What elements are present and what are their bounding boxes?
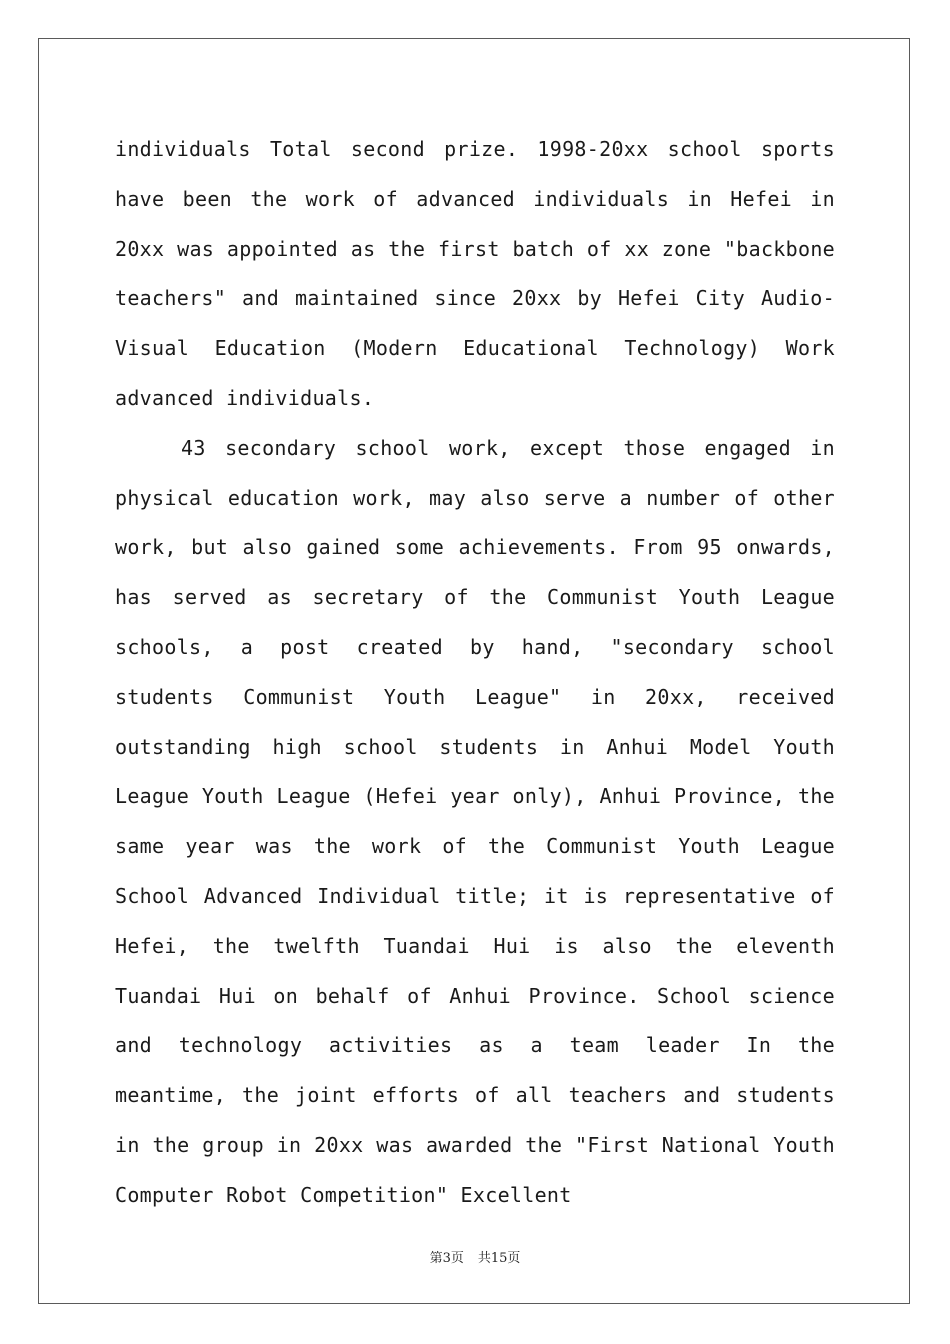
page-number-current: 第3页 [429, 1251, 464, 1266]
page-footer [0, 1247, 950, 1266]
paragraph-1: individuals Total second prize. 1998-20xx school sports have been the work of advanced individuals in Hefei in 20xx was appointed as the first batch of xx zone "backbone teachers" and maintained since 20xx by Hefei City Audio-Visual Education (Modern Educational Technology) Work advanced individuals. [115, 137, 835, 410]
document-body [115, 125, 835, 1221]
page-number-total: 共15页 [477, 1251, 521, 1266]
paragraph-2: 43 secondary school work, except those engaged in physical education work, may also serve a number of other work, but also gained some achievements. From 95 onwards, has served as secretary of the Communist Youth League schools, a post created by hand, "secondary school students Communist Youth League" in 20xx, received outstanding high school students in Anhui Model Youth League Youth League (Hefei year only), Anhui Province, the same year was the work of the Communist Youth League School Advanced Individual title; it is representative of Hefei, the twelfth Tuandai Hui is also the eleventh Tuandai Hui on behalf of Anhui Province. School science and technology activities as a team leader In the meantime, the joint efforts of all teachers and students in the group in 20xx was awarded the "First National Youth Computer Robot Competition" Excellent [115, 435, 835, 1207]
